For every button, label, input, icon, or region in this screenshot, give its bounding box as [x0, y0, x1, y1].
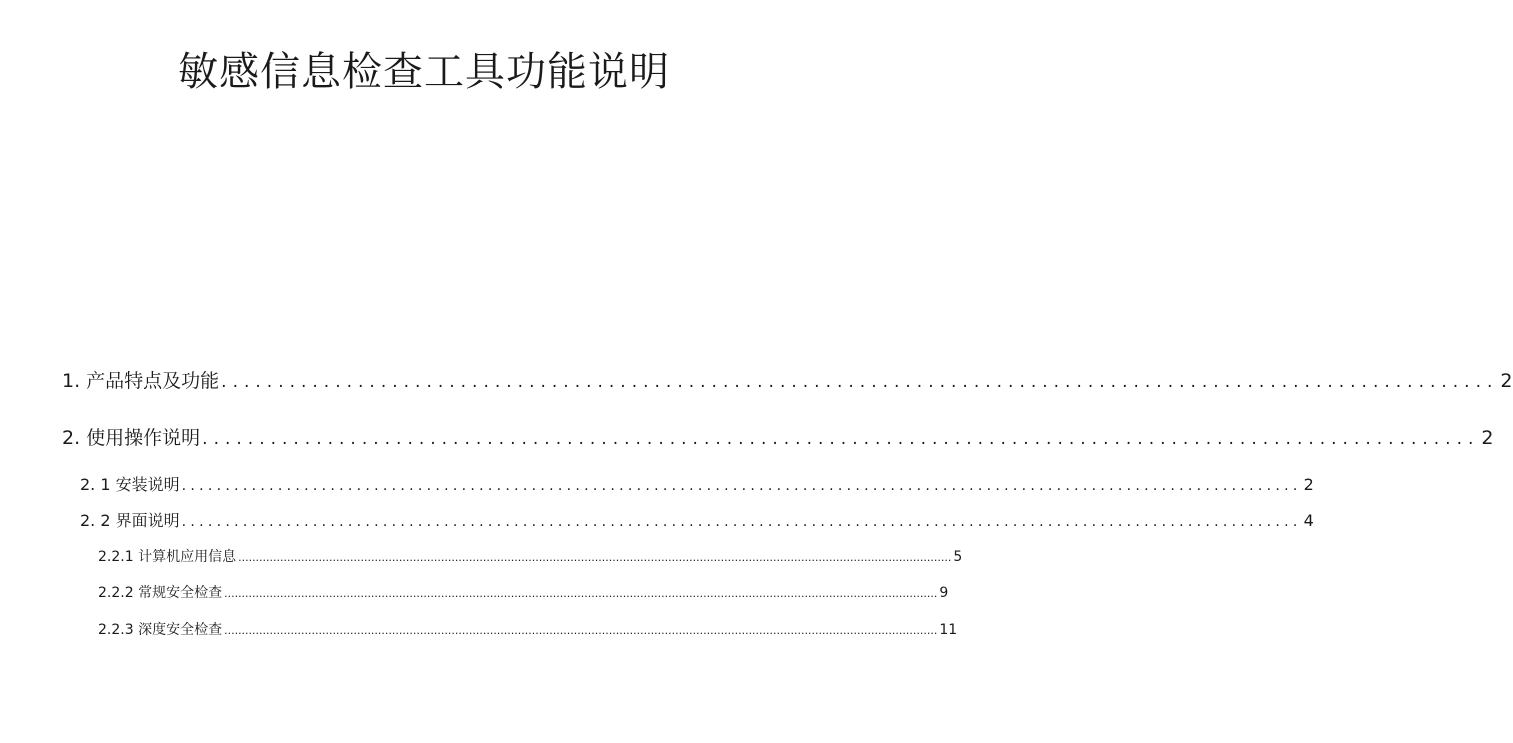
document-title: 敏感信息检查工具功能说明 — [178, 49, 670, 95]
toc-entry-label: 2. 使用操作说明 — [62, 427, 201, 449]
toc-page-number: 2 — [1481, 427, 1494, 449]
toc-entry[interactable] — [98, 547, 963, 568]
toc-page-number: 5 — [953, 549, 963, 565]
toc-entry[interactable] — [62, 367, 1513, 396]
toc-entry[interactable] — [62, 424, 1494, 453]
toc-entry-label: 2.2.1 计算机应用信息 — [98, 549, 237, 565]
toc-leader-dots: ................................................................................................................ — [221, 372, 1499, 392]
toc-page-number: 2 — [1500, 370, 1513, 392]
toc-leader-dots: ................................................................................................................................ — [181, 478, 1302, 494]
toc-leader-dots: ................................................................................................................................ — [181, 514, 1302, 530]
toc-page-number: 11 — [939, 622, 958, 638]
toc-page-number: 9 — [939, 585, 949, 601]
toc-leader-dots: ............................................................................................................................................................................................................ — [238, 551, 952, 564]
toc-entry-label: 2.2.2 常规安全检查 — [98, 585, 223, 601]
toc-entry[interactable] — [80, 509, 1314, 534]
toc-entry-label: 2. 1 安装说明 — [80, 475, 180, 494]
toc-entry[interactable] — [98, 583, 949, 604]
toc-entry[interactable] — [80, 473, 1314, 498]
toc-page-number: 4 — [1303, 511, 1314, 530]
toc-page-number: 2 — [1303, 475, 1314, 494]
toc-entry[interactable] — [98, 620, 958, 641]
toc-leader-dots: ................................................................................................................ — [202, 429, 1480, 449]
toc-entry-label: 2.2.3 深度安全检查 — [98, 622, 223, 638]
toc-leader-dots: ............................................................................................................................................................................................................ — [224, 624, 938, 637]
toc-entry-label: 2. 2 界面说明 — [80, 511, 180, 530]
toc-leader-dots: ............................................................................................................................................................................................................ — [224, 587, 938, 600]
toc-entry-label: 1. 产品特点及功能 — [62, 370, 220, 392]
